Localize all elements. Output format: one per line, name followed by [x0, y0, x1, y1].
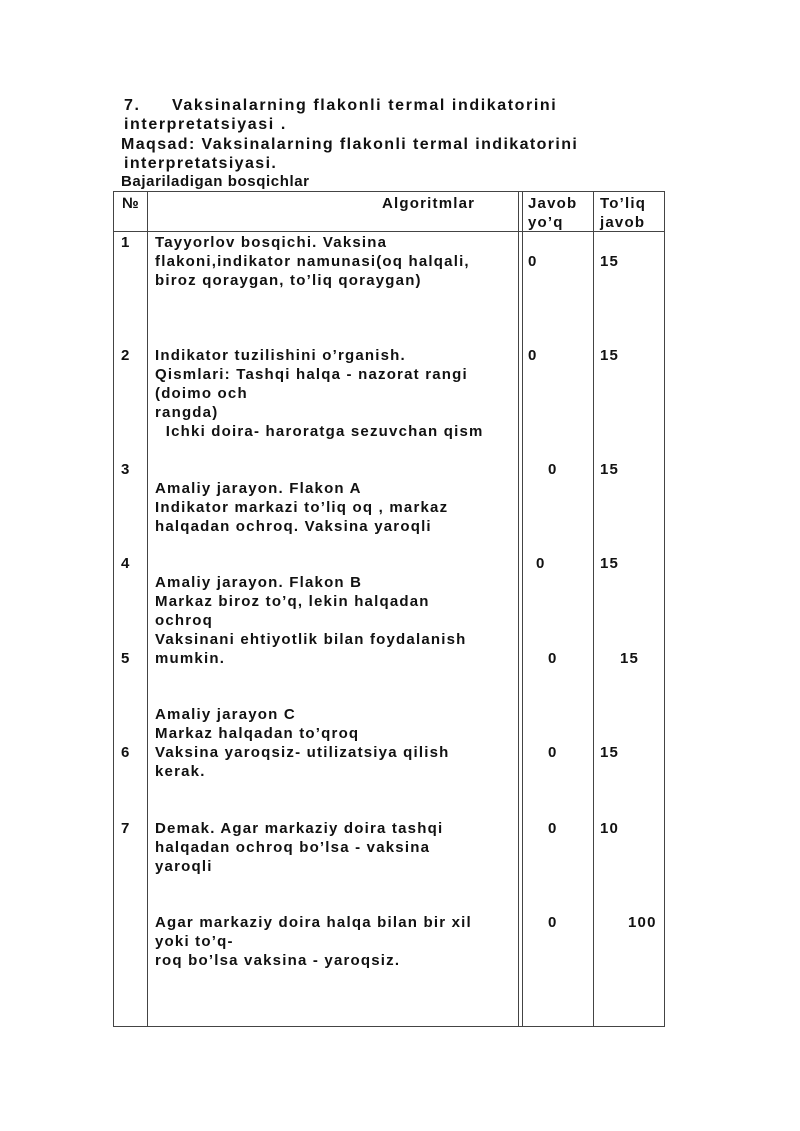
row-full-answer: 10: [600, 820, 620, 837]
row-number: 5: [121, 650, 131, 667]
section-number: 7.: [124, 97, 141, 114]
row-no-answer: 0: [548, 461, 558, 478]
row-no-answer: 0: [528, 347, 538, 364]
header-full-answer-line1: To’liq: [600, 195, 647, 212]
header-algorithms: Algoritmlar: [382, 195, 476, 212]
steps-label: Bajariladigan bosqichlar: [121, 173, 310, 190]
row-text: Tayyorlov bosqichi. Vaksina flakoni,indikator namunasi(oq halqali, biroz qoraygan, to’liq qoraygan): [155, 234, 470, 289]
header-no: №: [122, 195, 140, 212]
row-full-answer: 15: [600, 347, 620, 364]
row-full-answer: 15: [620, 650, 640, 667]
row-full-answer: 15: [600, 253, 620, 270]
row-number: 4: [121, 555, 131, 572]
row-no-answer: 0: [548, 820, 558, 837]
header-divider: [114, 231, 664, 232]
row-number: 2: [121, 347, 131, 364]
header-full-answer: [600, 194, 646, 232]
row-no-answer: 0: [536, 555, 546, 572]
column-divider: [518, 192, 523, 1026]
purpose-text: [121, 135, 701, 173]
purpose-line2: interpretatsiyasi.: [124, 155, 278, 172]
row-text: Indikator tuzilishini o’rganish. Qismlari: Tashqi halqa - nazorat rangi (doimo och rangda) Ichki doira- haroratga sezuvchan qism: [155, 347, 484, 440]
row-no-answer: 0: [548, 650, 558, 667]
row-number: 6: [121, 744, 131, 761]
row-full-answer: 100: [628, 914, 657, 931]
row-text: Amaliy jarayon. Flakon B Markaz biroz to’q, lekin halqadan ochroq Vaksinani ehtiyotlik bilan foydalanish mumkin.: [155, 574, 467, 667]
row-text: Amaliy jarayon. Flakon A Indikator markazi to’liq oq , markaz halqadan ochroq. Vaksina yaroqli: [155, 480, 449, 535]
column-divider: [593, 192, 594, 1026]
row-no-answer: 0: [548, 914, 558, 931]
row-number: 7: [121, 820, 131, 837]
header-full-answer-line2: javob: [600, 214, 646, 231]
row-number: 3: [121, 461, 131, 478]
row-no-answer: 0: [548, 744, 558, 761]
row-number: 1: [121, 234, 131, 251]
row-text: Demak. Agar markaziy doira tashqi halqadan ochroq bo’lsa - vaksina yaroqli: [155, 820, 444, 875]
column-divider: [147, 192, 148, 1026]
section-title-line1: Vaksinalarning flakonli termal indikatorini: [172, 97, 558, 114]
section-title-line2: interpretatsiyasi .: [124, 116, 287, 133]
header-no-answer-line2: yo’q: [528, 214, 564, 231]
row-text: Amaliy jarayon C Markaz halqadan to’qroq Vaksina yaroqsiz- utilizatsiya qilish kerak.: [155, 706, 450, 780]
row-text: Agar markaziy doira halqa bilan bir xil yoki to’q- roq bo’lsa vaksina - yaroqsiz.: [155, 914, 472, 969]
row-full-answer: 15: [600, 744, 620, 761]
row-no-answer: 0: [528, 253, 538, 270]
section-heading: [124, 96, 684, 134]
purpose-line1: Maqsad: Vaksinalarning flakonli termal indikatorini: [121, 136, 579, 153]
row-full-answer: 15: [600, 461, 620, 478]
header-no-answer: [528, 194, 577, 232]
header-no-answer-line1: Javob: [528, 195, 578, 212]
row-full-answer: 15: [600, 555, 620, 572]
assessment-table: [113, 191, 665, 1027]
